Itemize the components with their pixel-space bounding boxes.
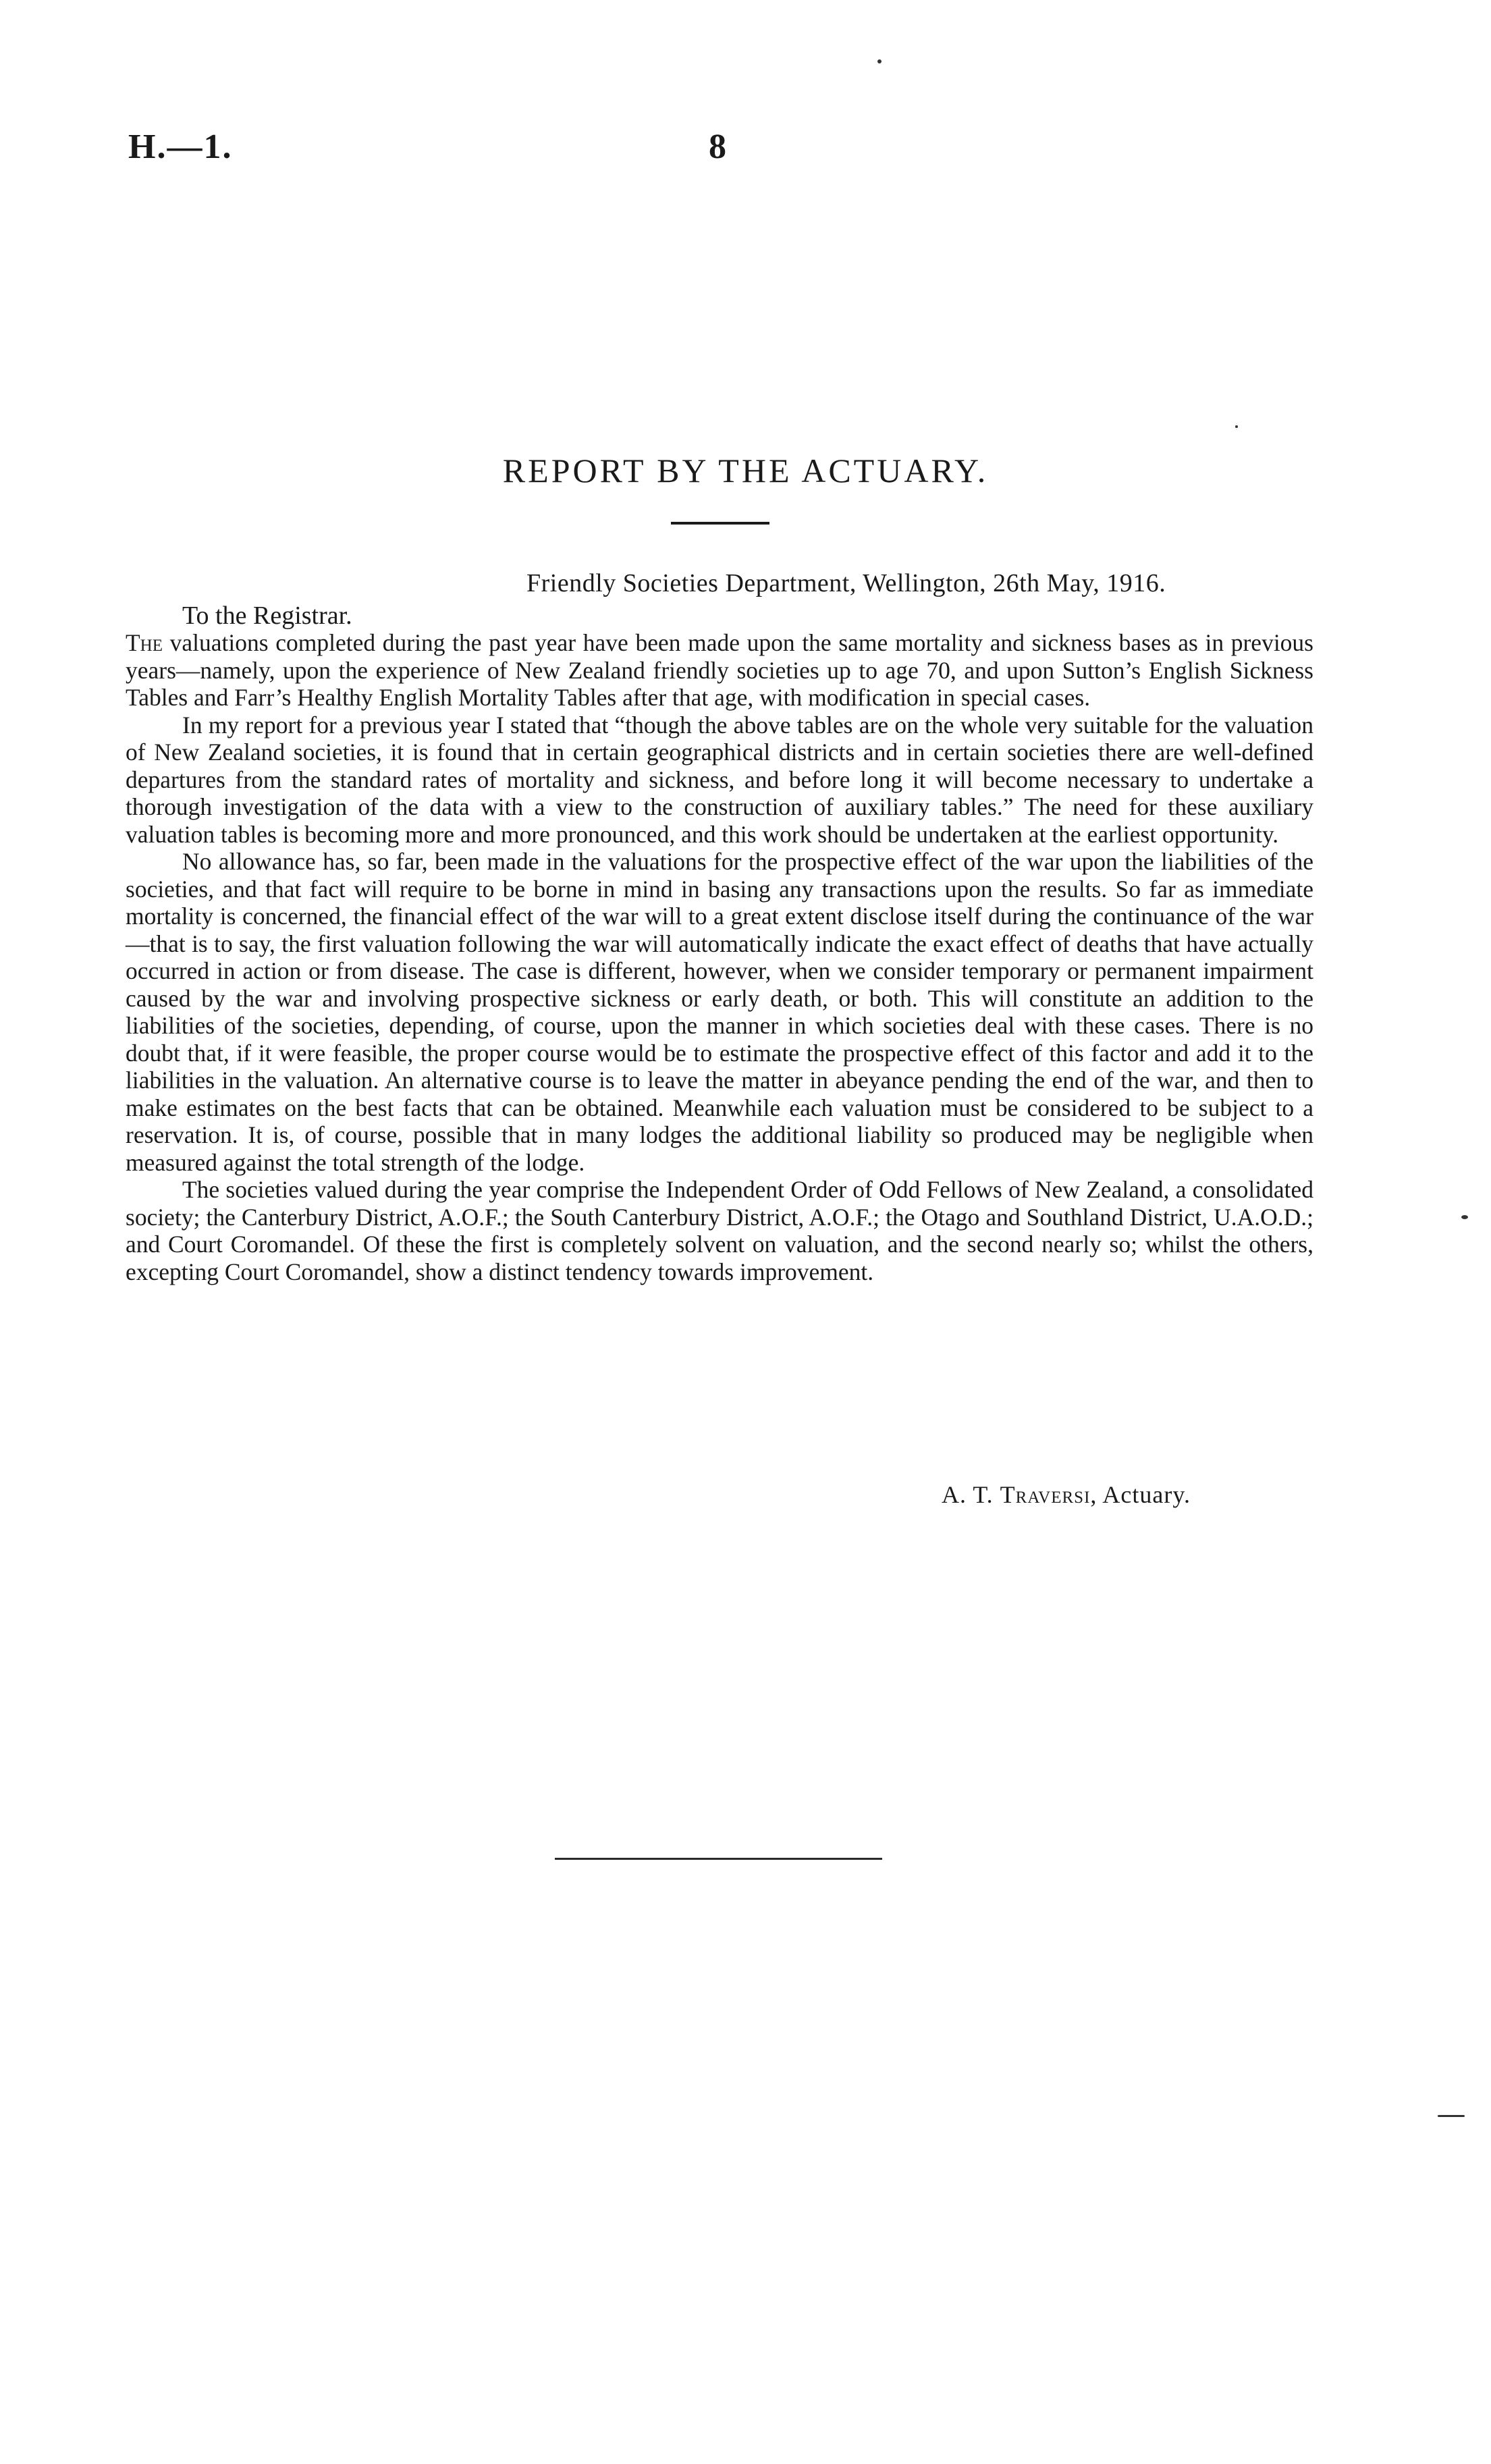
dateline: Friendly Societies Department, Wellington, 26th May, 1916. xyxy=(526,569,1166,597)
signature xyxy=(942,1480,1191,1509)
scan-speck xyxy=(1438,2115,1465,2117)
bottom-rule xyxy=(555,1858,882,1860)
paragraph-1-text: valuations completed during the past year have been made upon the same mortality and sickness bases as in previous years—namely, upon the experience of New Zealand friendly societies up to age 70, and upon Sutton’s English Sickness Tables and Farr’s Healthy English Mortality Tables after that age, with modification in special cases. xyxy=(126,629,1313,711)
report-body xyxy=(126,629,1313,1285)
scan-speck xyxy=(1235,425,1238,428)
salutation: To the Registrar. xyxy=(182,601,352,630)
scan-speck xyxy=(1461,1215,1468,1219)
signature-name: Traversi xyxy=(1000,1481,1091,1508)
paragraph-3: No allowance has, so far, been made in the valuations for the prospective effect of the war upon the liabilities of the societies, and that fact will require to be borne in mind in basing any transactions upon the results. So far as immediate mortality is concerned, the financial effect of the war will to a great extent disclose itself during the continuance of the war—that is to say, the first valuation following the war will automatically indicate the exact effect of deaths that have actually occurred in action or from disease. The case is different, however, when we consider temporary or permanent impairment caused by the war and involving prospective sickness or early death, or both. This will constitute an addition to the liabilities of the societies, depending, of course, upon the manner in which societies deal with these cases. There is no doubt that, if it were feasible, the proper course would be to estimate the prospective effect of this factor and add it to the liabilities in the valuation. An alternative course is to leave the matter in abeyance pending the end of the war, and then to make estimates on the best facts that can be obtained. Meanwhile each valuation must be considered to be subject to a reservation. It is, of course, possible that in many lodges the additional liability so produced may be negligible when measured against the total strength of the lodge. xyxy=(126,848,1313,1176)
title-rule xyxy=(671,522,769,525)
paragraph-2: In my report for a previous year I stated that “though the above tables are on the whole very suitable for the valuation of New Zealand societies, it is found that in certain geographical districts and in certain societies there are well-defined departures from the standard rates of mortality and sickness, and before long it will become necessary to undertake a thorough investigation of the data with a view to the construction of auxiliary tables.” The need for these auxiliary valuation tables is becoming more and more pronounced, and this work should be undertaken at the earliest opportunity. xyxy=(126,711,1313,848)
paragraph-4: The societies valued during the year comprise the Independent Order of Odd Fellows of New Zealand, a consolidated society; the Canterbury District, A.O.F.; the South Canterbury District, A.O.F.; the Otago and Southland District, U.A.O.D.; and Court Coromandel. Of these the first is completely solvent on valuation, and the second nearly so; whilst the others, excepting Court Coromandel, show a distinct tendency towards improvement. xyxy=(126,1176,1313,1285)
paragraph-1 xyxy=(126,629,1313,712)
page-number: 8 xyxy=(709,128,726,166)
report-title: REPORT BY THE ACTUARY. xyxy=(502,452,989,489)
signature-title: , Actuary. xyxy=(1090,1481,1191,1508)
signature-initials: A. T. xyxy=(942,1481,994,1508)
paragraph-1-lead: The xyxy=(126,629,163,656)
page-code: H.—1. xyxy=(128,128,233,166)
scan-speck xyxy=(877,59,882,63)
